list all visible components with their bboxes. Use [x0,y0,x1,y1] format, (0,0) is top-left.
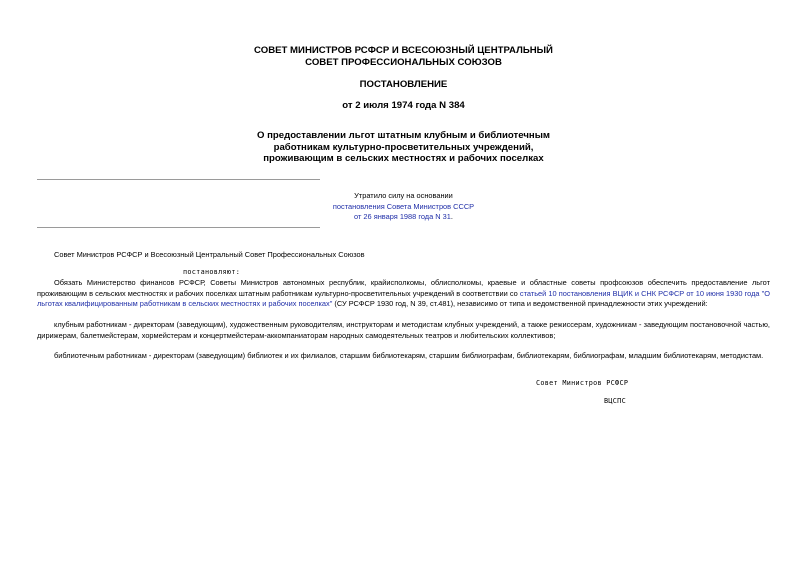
issuer-heading [0,45,807,68]
decree-word: постановляют: [183,268,241,276]
repeal-decree-link[interactable]: постановления Совета Министров СССР [332,201,475,211]
separator-top [37,179,320,180]
document-date: от 2 июля 1974 года N 384 [342,100,465,111]
signature-vtssps: ВЦСПС [604,397,626,405]
lost-force-period: . [450,212,453,221]
title-line-3: проживающим в сельских местностях и рабочих поселках [263,153,544,164]
document-type: ПОСТАНОВЛЕНИЕ [359,79,448,90]
title-line-1: О предоставлении льгот штатным клубным и библиотечным [256,130,550,141]
paragraph-club-workers: клубным работникам - директорам (заведующим), художественным руководителям, инструкторам и методистам клубных учреждений, а также режиссерам, художникам - заведующим постановочной частью, дирижерам, балетмейстерам, хормейстерам и концертмейстерам-аккомпаниаторам народных самодеятельных театров и любительских коллективов; [37,320,770,340]
law-reference-link[interactable]: статьей 10 постановления ВЦИК и СНК РСФСР от 10 июня 1930 года "О льготах квалифицированным работникам в сельских местностях и рабочих поселках" [37,288,770,308]
signature-council-of-ministers: Совет Министров РСФСР [536,379,629,387]
paragraph-obligation [37,278,770,310]
repeal-decree-date-link[interactable]: от 26 января 1988 года N 31 [354,212,451,221]
document-title [0,130,807,165]
lost-force-text: Утратило силу на основании [354,191,453,200]
issuer-line-1: СОВЕТ МИНИСТРОВ РСФСР И ВСЕСОЮЗНЫЙ ЦЕНТРАЛЬНЫЙ [254,45,553,56]
paragraph-obligation-end: (СУ РСФСР 1930 год, N 39, ст.481), независимо от типа и ведомственной принадлежности этих учреждений: [332,299,708,308]
preamble: Совет Министров РСФСР и Всесоюзный Центральный Совет Профессиональных Союзов [54,250,365,259]
lost-force-notice [0,191,807,223]
paragraph-library-workers: библиотечным работникам - директорам (заведующим) библиотек и их филиалов, старшим библиотекарям, старшим библиографам, библиотекарям, библиографам, младшим библиотекарям, методистам. [54,351,764,360]
separator-bottom [37,227,320,228]
paragraph-obligation-start: Обязать Министерство финансов РСФСР, Советы Министров автономных республик, крайисполкомы, облисполкомы, краевые и областные советы профсоюзов обеспечить предоставление льгот проживающим в сельских местностях и рабочих поселках штатным работникам культурно-просветительных учреждений в соответствии со [37,278,770,298]
title-line-2: работникам культурно-просветительных учреждений, [273,141,534,153]
issuer-line-2: СОВЕТ ПРОФЕССИОНАЛЬНЫХ СОЮЗОВ [305,56,502,68]
